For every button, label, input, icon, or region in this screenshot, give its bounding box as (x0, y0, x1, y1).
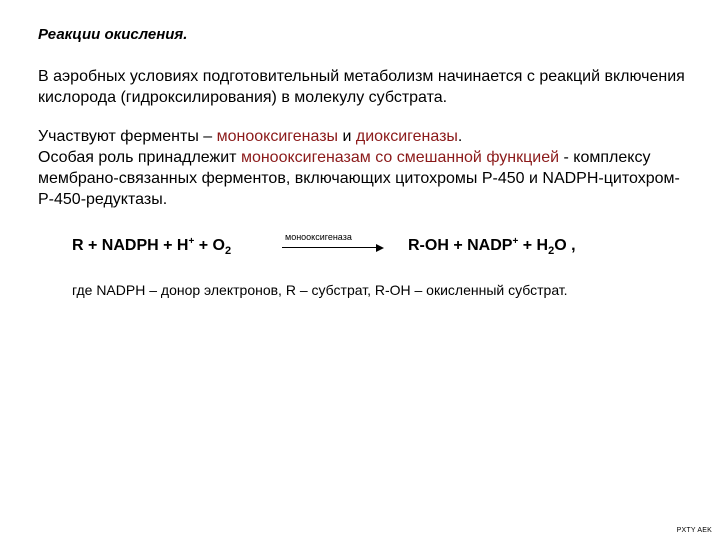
products-part-1: R-OH + NADP (408, 237, 513, 254)
enzymes-text-3: . (457, 128, 463, 145)
products-part-2: + H (518, 237, 549, 254)
enzymes-paragraph (38, 126, 688, 210)
h-plus-charge: + (188, 236, 195, 247)
reaction-arrow-head (376, 244, 384, 252)
products-part-3: O , (554, 237, 576, 254)
nadp-plus-charge: + (512, 236, 519, 247)
equation-reactants (72, 236, 231, 257)
intro-paragraph: В аэробных условиях подготовительный метаболизм начинается с реакций включения кислорода (гидроксилирования) в молекулу субстрата. (38, 68, 685, 106)
term-mixed-function-monooxygenases: монооксигеназам со смешанной функцией (240, 149, 560, 166)
slide-title: Реакции окисления. (38, 26, 188, 43)
enzymes-text-4: Особая роль принадлежит (38, 149, 241, 166)
o2-subscript: 2 (225, 245, 232, 257)
footer-mark: PXTY AEK (676, 527, 712, 534)
enzymes-text-2: и (338, 128, 356, 145)
reactants-part-2: + O (194, 237, 225, 254)
h2o-subscript: 2 (548, 245, 555, 257)
equation-products (408, 236, 576, 257)
enzymes-text-5: - комплексу мембрано-связанных ферментов, включающих цитохромы Р-450 и NADPH-цитохром-Р-450-редуктазы. (38, 149, 680, 208)
term-dioxygenases: диоксигеназы (355, 128, 458, 145)
enzyme-label: монооксигеназа (285, 232, 352, 242)
reaction-arrow (282, 247, 378, 248)
reactants-part-1: R + NADPH + H (72, 237, 189, 254)
term-monooxygenases: монооксигеназы (216, 128, 339, 145)
enzymes-text-1: Участвуют ферменты – (38, 128, 217, 145)
legend-note: где NADPH – донор электронов, R – субстрат, R-OH – окисленный субстрат. (72, 282, 568, 298)
reaction-equation (72, 228, 672, 268)
